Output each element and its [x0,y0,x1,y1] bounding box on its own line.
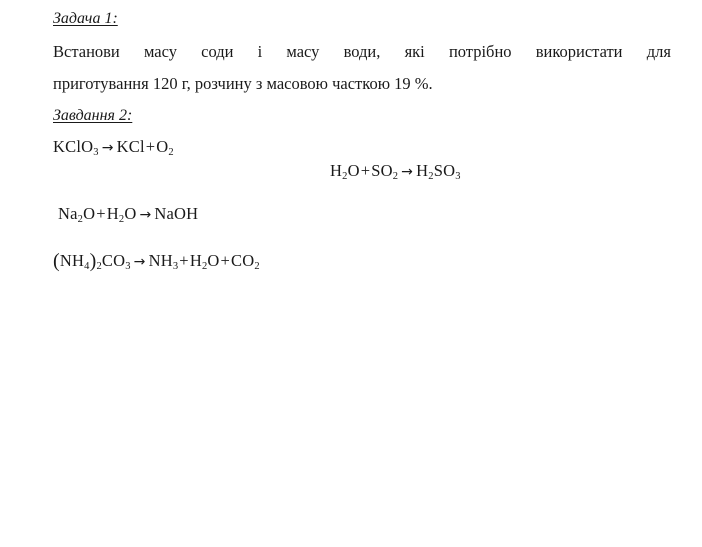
task1-heading: Задача 1: [53,10,118,27]
plus-sign: + [96,204,106,223]
equation-1 [53,137,174,157]
word: масу [143,42,177,61]
plus-sign: + [220,251,231,270]
formula-kcl: KCl [116,137,145,156]
reaction-arrow: → [101,140,114,156]
equation-4 [53,250,260,273]
reaction-arrow: → [133,254,146,270]
formula-so2: $SO_2$ [371,161,399,182]
formula-o2: $O_2$ [156,137,174,158]
reaction-arrow: → [139,207,152,223]
task1-text-line2: приготування 120 г, розчину з масовою часткою 19 %. [53,74,433,93]
word: які [404,42,425,61]
formula-h2o: $H_2O$ [330,161,360,182]
word: масу [286,42,320,61]
task2-heading: Завдання 2: [53,107,133,124]
word: Встанови [53,42,120,61]
formula-co2: $CO_2$ [231,251,260,272]
formula-naoh: NaOH [154,204,199,223]
plus-sign: + [145,137,156,156]
formula-nh4-2-co3: $(NH_4)_2CO_3$ [53,250,131,272]
word: використати [535,42,623,61]
task1-text-line1 [53,42,671,62]
word: потрібно [448,42,512,61]
formula-nh3: $NH_3$ [148,251,179,272]
formula-h2o: $H_2O$ [189,251,220,272]
equation-2 [330,161,461,181]
word: води, [343,42,381,61]
plus-sign: + [360,161,371,180]
word: соди [201,42,234,61]
plus-sign: + [179,251,189,270]
word: для [646,42,671,61]
formula-na2o: $Na_2O$ [58,204,96,225]
formula-kclo3: KClO$_3$ [53,137,99,158]
reaction-arrow: → [401,164,414,180]
word: і [257,42,263,61]
formula-h2o: $H_2O$ [106,204,137,225]
equation-3 [58,204,198,224]
formula-h2so3: $H_2SO_3$ [416,161,461,182]
